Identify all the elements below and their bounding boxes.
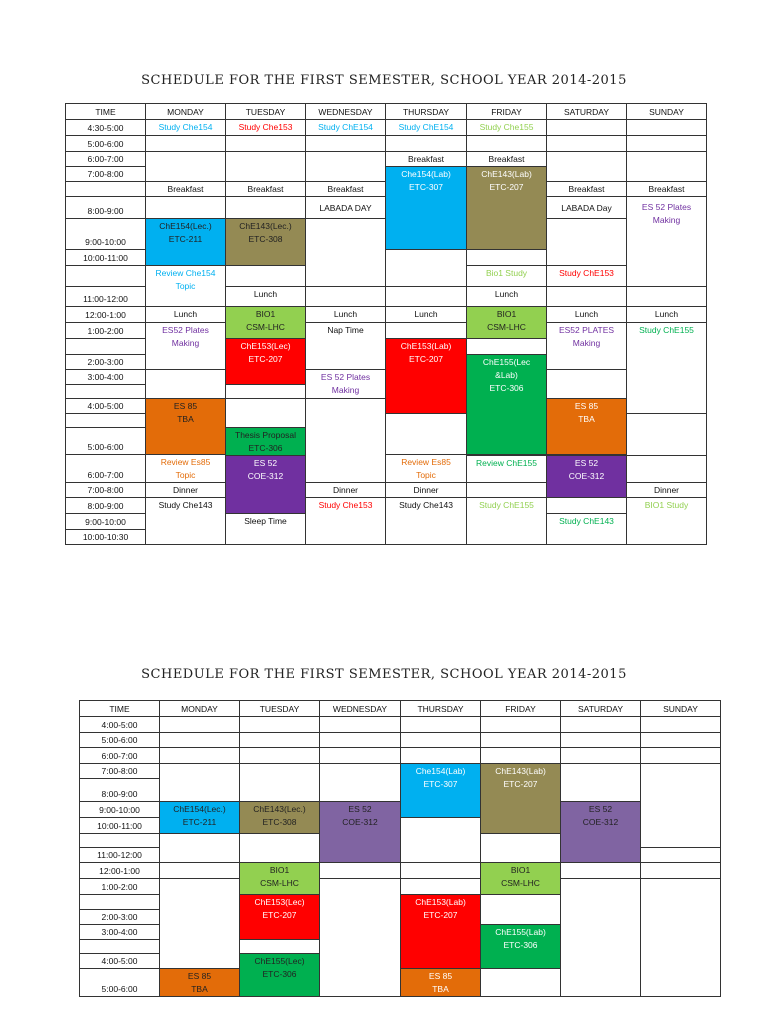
class-block <box>240 895 320 940</box>
class-name: ES 52 <box>253 458 278 468</box>
schedule-cell <box>481 834 561 863</box>
class-room: CSM-LHC <box>501 878 540 888</box>
class-name: ES 85 <box>187 971 212 981</box>
class-room: ETC-306 <box>248 443 283 453</box>
schedule-cell <box>386 136 467 152</box>
header-cell: TIME <box>66 104 146 120</box>
header-cell: SATURDAY <box>547 104 627 120</box>
class-block <box>226 339 306 385</box>
class-block <box>481 863 561 895</box>
class-name: BIO1 <box>269 865 290 875</box>
schedule-cell <box>160 834 240 863</box>
time-cell: 3:00-4:00 <box>66 370 146 385</box>
time-cell: 10:00-11:00 <box>80 818 160 834</box>
class-block <box>320 802 401 863</box>
schedule-cell <box>306 287 386 307</box>
time-cell: 7:00-8:00 <box>66 483 146 498</box>
schedule-cell: Breakfast <box>226 182 306 197</box>
schedule-cell <box>386 250 467 287</box>
schedule-cell: Lunch <box>306 307 386 323</box>
class-room: ETC-207 <box>262 910 297 920</box>
schedule-cell <box>146 455 226 483</box>
time-cell <box>66 182 146 197</box>
schedule-cell: Lunch <box>467 287 547 307</box>
schedule-cell <box>627 152 707 182</box>
header-cell: MONDAY <box>160 701 240 717</box>
time-cell: 6:00-7:00 <box>66 152 146 167</box>
schedule-cell <box>306 152 386 182</box>
schedule-cell <box>561 733 641 748</box>
class-room: COE-312 <box>342 817 378 827</box>
schedule-cell <box>146 152 226 182</box>
time-cell: 8:00-9:00 <box>66 197 146 219</box>
schedule-cell <box>320 717 401 733</box>
schedule-cell: Lunch <box>386 307 467 323</box>
schedule-cell <box>160 863 240 879</box>
time-cell: 7:00-8:00 <box>66 167 146 182</box>
schedule-cell <box>641 879 721 997</box>
task-label: Review Es85 <box>401 457 451 467</box>
class-room: ETC-207 <box>423 910 458 920</box>
schedule-cell: Study Che153 <box>306 498 386 545</box>
schedule-cell <box>226 136 306 152</box>
schedule-cell: Study ChE143 <box>547 514 627 545</box>
header-cell: SUNDAY <box>641 701 721 717</box>
time-cell: 5:00-6:00 <box>80 969 160 997</box>
class-block <box>226 428 306 456</box>
schedule-cell <box>386 287 467 307</box>
schedule-cell <box>561 717 641 733</box>
schedule-cell: Dinner <box>386 483 467 498</box>
class-block <box>547 399 627 455</box>
class-block <box>401 764 481 818</box>
schedule-cell <box>160 748 240 764</box>
schedule-cell <box>481 748 561 764</box>
schedule-cell <box>547 287 627 307</box>
schedule-cell: Study ChE154 <box>306 120 386 136</box>
schedule-cell <box>401 818 481 863</box>
schedule-cell <box>547 370 627 399</box>
time-cell: 1:00-2:00 <box>80 879 160 895</box>
schedule-cell <box>627 136 707 152</box>
schedule-cell: Study ChE154 <box>386 120 467 136</box>
time-cell: 8:00-9:00 <box>80 779 160 802</box>
class-room: ETC-211 <box>168 234 203 244</box>
time-cell: 2:00-3:00 <box>80 910 160 925</box>
time-cell: 9:00-10:00 <box>66 219 146 250</box>
schedule-cell <box>306 370 386 399</box>
schedule-cell <box>641 748 721 764</box>
schedule-cell <box>386 455 467 483</box>
class-block <box>547 456 627 498</box>
header-cell: MONDAY <box>146 104 226 120</box>
class-room: TBA <box>578 414 595 424</box>
schedule-cell <box>547 120 627 136</box>
schedule-cell <box>547 498 627 514</box>
schedule-cell <box>226 152 306 182</box>
task-label: ES52 PLATES <box>558 325 615 335</box>
schedule-1-table <box>65 103 707 545</box>
class-name: ChE153(Lec) <box>254 897 305 907</box>
class-name: ChE143(Lec.) <box>239 221 292 231</box>
header-cell: WEDNESDAY <box>306 104 386 120</box>
header-cell: TUESDAY <box>226 104 306 120</box>
class-name: BIO1 <box>496 309 517 319</box>
task-label: Making <box>652 215 681 225</box>
class-block <box>146 399 226 455</box>
class-room: COE-312 <box>568 471 605 481</box>
time-cell: 8:00-9:00 <box>66 498 146 514</box>
class-name: ES 85 <box>574 401 599 411</box>
time-cell <box>66 414 146 428</box>
time-cell: 4:00-5:00 <box>80 717 160 733</box>
schedule-cell: Lunch <box>146 307 226 323</box>
time-cell: 10:00-11:00 <box>66 250 146 266</box>
header-cell: SUNDAY <box>627 104 707 120</box>
schedule-2-table <box>79 700 721 997</box>
task-label: Making <box>331 385 360 395</box>
class-name: ES 52 <box>588 804 613 814</box>
schedule-cell <box>240 834 320 863</box>
schedule-cell: Study ChE155 <box>467 498 547 545</box>
time-cell: 9:00-10:00 <box>66 514 146 530</box>
class-name: ChE154(Lec.) <box>173 804 226 814</box>
schedule-cell: Lunch <box>627 307 707 323</box>
schedule-cell <box>547 136 627 152</box>
header-cell: TUESDAY <box>240 701 320 717</box>
class-room: CSM-LHC <box>260 878 299 888</box>
task-label: Topic <box>175 470 196 480</box>
schedule-cell <box>240 733 320 748</box>
schedule-cell <box>226 197 306 219</box>
class-room: ETC-306 <box>262 969 297 979</box>
schedule-cell <box>146 323 226 370</box>
header-cell: FRIDAY <box>467 104 547 120</box>
schedule-cell <box>160 764 240 802</box>
class-block <box>160 969 240 997</box>
schedule-cell <box>146 370 226 399</box>
time-cell: 5:00-6:00 <box>66 136 146 152</box>
class-room: ETC-308 <box>248 234 283 244</box>
schedule-cell: LABADA DAY <box>306 197 386 219</box>
schedule-cell <box>481 717 561 733</box>
schedule-1-title: SCHEDULE FOR THE FIRST SEMESTER, SCHOOL YEAR 2014-2015 <box>141 73 627 88</box>
schedule-cell: Review ChE155 <box>467 456 547 483</box>
schedule-cell <box>240 940 320 954</box>
schedule-cell <box>561 748 641 764</box>
header-cell: THURSDAY <box>386 104 467 120</box>
schedule-cell <box>641 764 721 848</box>
schedule-cell <box>561 764 641 802</box>
time-cell: 5:00-6:00 <box>80 733 160 748</box>
schedule-cell: Dinner <box>627 483 707 498</box>
class-block <box>240 863 320 895</box>
class-name: ChE153(Lec) <box>240 341 291 351</box>
time-cell: 10:00-10:30 <box>66 530 146 545</box>
schedule-cell <box>561 879 641 997</box>
schedule-cell <box>467 483 547 498</box>
task-label: Topic <box>175 281 196 291</box>
class-name: ChE153(Lab) <box>400 341 452 351</box>
task-label: Review Che154 <box>155 268 216 278</box>
schedule-cell <box>401 863 481 879</box>
schedule-cell <box>320 764 401 802</box>
header-cell: WEDNESDAY <box>320 701 401 717</box>
time-cell: 12:00-1:00 <box>80 863 160 879</box>
schedule-cell <box>160 879 240 969</box>
time-cell <box>66 385 146 399</box>
schedule-cell: Breakfast <box>306 182 386 197</box>
class-name: ChE155(Lec) <box>254 956 305 966</box>
schedule-cell <box>320 863 401 879</box>
schedule-cell <box>627 120 707 136</box>
schedule-cell: Study Che155 <box>467 120 547 136</box>
schedule-cell: Breakfast <box>627 182 707 197</box>
class-room: ETC-307 <box>408 182 443 192</box>
class-name: BIO1 <box>255 309 276 319</box>
class-block <box>561 802 641 863</box>
time-cell: 2:00-3:00 <box>66 355 146 370</box>
time-cell: 3:00-4:00 <box>80 925 160 940</box>
schedule-cell <box>226 266 306 287</box>
class-block <box>467 355 547 455</box>
schedule-cell <box>160 717 240 733</box>
class-room: ETC-306 <box>489 383 524 393</box>
time-cell: 7:00-8:00 <box>80 764 160 779</box>
class-block <box>401 969 481 997</box>
time-cell <box>66 339 146 355</box>
schedule-cell <box>467 339 547 355</box>
class-name: &Lab) <box>495 370 518 380</box>
class-block <box>146 219 226 266</box>
class-block <box>467 307 547 339</box>
schedule-cell <box>306 399 386 483</box>
header-cell: THURSDAY <box>401 701 481 717</box>
schedule-cell <box>386 323 467 339</box>
schedule-cell <box>401 748 481 764</box>
schedule-cell: Dinner <box>146 483 226 498</box>
schedule-cell <box>146 136 226 152</box>
class-room: ETC-207 <box>248 354 283 364</box>
class-room: ETC-207 <box>503 779 538 789</box>
schedule-cell <box>547 152 627 182</box>
schedule-cell <box>627 456 707 483</box>
class-room: ETC-307 <box>423 779 458 789</box>
time-cell: 6:00-7:00 <box>80 748 160 764</box>
schedule-cell <box>561 863 641 879</box>
task-label: Making <box>171 338 200 348</box>
class-name: ES 52 <box>574 458 599 468</box>
class-room: TBA <box>177 414 194 424</box>
class-block <box>481 764 561 834</box>
schedule-cell: Study Che143 <box>146 498 226 545</box>
task-label: Review Es85 <box>160 457 211 467</box>
class-name: Che154(Lab) <box>401 169 451 179</box>
schedule-cell: Breakfast <box>467 152 547 167</box>
schedule-cell: Lunch <box>226 287 306 307</box>
time-cell: 4:30-5:00 <box>66 120 146 136</box>
schedule-cell: Breakfast <box>547 182 627 197</box>
class-name: ES 85 <box>173 401 198 411</box>
schedule-cell: Bio1 Study <box>467 266 547 287</box>
schedule-cell: Nap Time <box>306 323 386 370</box>
schedule-cell <box>481 969 561 997</box>
class-block <box>240 954 320 997</box>
schedule-cell <box>547 219 627 266</box>
schedule-cell: Dinner <box>306 483 386 498</box>
schedule-cell <box>226 399 306 428</box>
header-cell: SATURDAY <box>561 701 641 717</box>
class-room: COE-312 <box>247 471 284 481</box>
time-cell: 4:00-5:00 <box>66 399 146 414</box>
schedule-cell <box>160 733 240 748</box>
schedule-cell <box>306 136 386 152</box>
class-block <box>226 219 306 266</box>
class-room: COE-312 <box>582 817 619 827</box>
schedule-cell: Sleep Time <box>226 514 306 545</box>
schedule-cell <box>320 733 401 748</box>
class-name: Che154(Lab) <box>415 766 466 776</box>
time-cell: 12:00-1:00 <box>66 307 146 323</box>
time-cell <box>80 834 160 848</box>
schedule-cell <box>641 848 721 863</box>
schedule-cell <box>401 879 481 895</box>
class-room: ETC-207 <box>489 182 524 192</box>
class-name: Thesis Proposal <box>235 430 296 440</box>
class-block <box>401 895 481 969</box>
time-cell: 5:00-6:00 <box>66 428 146 455</box>
schedule-cell: Study Che153 <box>226 120 306 136</box>
task-label: ES 52 Plates <box>320 372 371 382</box>
class-block <box>386 167 467 250</box>
time-cell <box>80 940 160 954</box>
class-block <box>160 802 240 834</box>
schedule-cell <box>226 385 306 399</box>
schedule-cell <box>467 136 547 152</box>
schedule-cell <box>401 717 481 733</box>
class-room: ETC-308 <box>262 817 297 827</box>
schedule-cell <box>320 748 401 764</box>
task-label: Making <box>572 338 601 348</box>
schedule-2-title: SCHEDULE FOR THE FIRST SEMESTER, SCHOOL YEAR 2014-2015 <box>141 667 627 682</box>
class-room: CSM-LHC <box>487 322 526 332</box>
schedule-cell <box>627 197 707 287</box>
class-room: ETC-306 <box>503 940 538 950</box>
schedule-cell: BIO1 Study <box>627 498 707 545</box>
schedule-cell <box>146 197 226 219</box>
class-block <box>481 925 561 969</box>
schedule-cell <box>306 219 386 287</box>
time-cell: 6:00-7:00 <box>66 455 146 483</box>
class-room: TBA <box>191 984 208 994</box>
time-cell <box>80 895 160 910</box>
class-block <box>226 307 306 339</box>
class-name: ES 52 <box>348 804 372 814</box>
class-name: BIO1 <box>510 865 531 875</box>
schedule-cell <box>547 323 627 370</box>
time-cell: 1:00-2:00 <box>66 323 146 339</box>
schedule-cell <box>146 266 226 307</box>
schedule-cell: Breakfast <box>386 152 467 167</box>
task-label: Topic <box>416 470 436 480</box>
class-name: ChE154(Lec.) <box>159 221 212 231</box>
schedule-cell <box>240 717 320 733</box>
time-cell: 11:00-12:00 <box>66 287 146 307</box>
class-name: ChE143(Lec.) <box>253 804 306 814</box>
schedule-cell <box>641 863 721 879</box>
schedule-cell <box>240 748 320 764</box>
time-cell: 11:00-12:00 <box>80 848 160 863</box>
class-block <box>386 339 467 414</box>
schedule-cell <box>641 717 721 733</box>
class-room: TBA <box>432 984 449 994</box>
class-name: ChE143(Lab) <box>495 766 546 776</box>
class-name: ChE155(Lec <box>482 357 531 367</box>
task-label: ES 52 Plates <box>641 202 692 212</box>
task-label: ES52 Plates <box>162 325 209 335</box>
header-cell: TIME <box>80 701 160 717</box>
class-name: ChE155(Lab) <box>495 927 546 937</box>
schedule-cell: Lunch <box>547 307 627 323</box>
schedule-cell: Study Che154 <box>146 120 226 136</box>
class-block <box>467 167 547 250</box>
class-name: ChE143(Lab) <box>481 169 532 179</box>
schedule-cell: Breakfast <box>146 182 226 197</box>
schedule-cell: Study ChE155 <box>627 323 707 414</box>
class-block <box>240 802 320 834</box>
class-name: ChE153(Lab) <box>415 897 466 907</box>
time-cell: 4:00-5:00 <box>80 954 160 969</box>
time-cell: 9:00-10:00 <box>80 802 160 818</box>
header-cell: FRIDAY <box>481 701 561 717</box>
schedule-cell <box>240 764 320 802</box>
class-room: ETC-207 <box>408 354 443 364</box>
class-room: ETC-211 <box>182 817 217 827</box>
schedule-cell: Study ChE153 <box>547 266 627 287</box>
schedule-cell <box>481 895 561 925</box>
class-block <box>226 456 306 514</box>
schedule-cell: Study Che143 <box>386 498 467 545</box>
class-room: CSM-LHC <box>246 322 285 332</box>
class-name: ES 85 <box>428 971 453 981</box>
schedule-cell: LABADA Day <box>547 197 627 219</box>
schedule-cell <box>467 250 547 266</box>
schedule-cell <box>401 733 481 748</box>
schedule-cell <box>641 733 721 748</box>
schedule-cell <box>320 879 401 997</box>
schedule-cell <box>481 733 561 748</box>
time-cell <box>66 266 146 287</box>
